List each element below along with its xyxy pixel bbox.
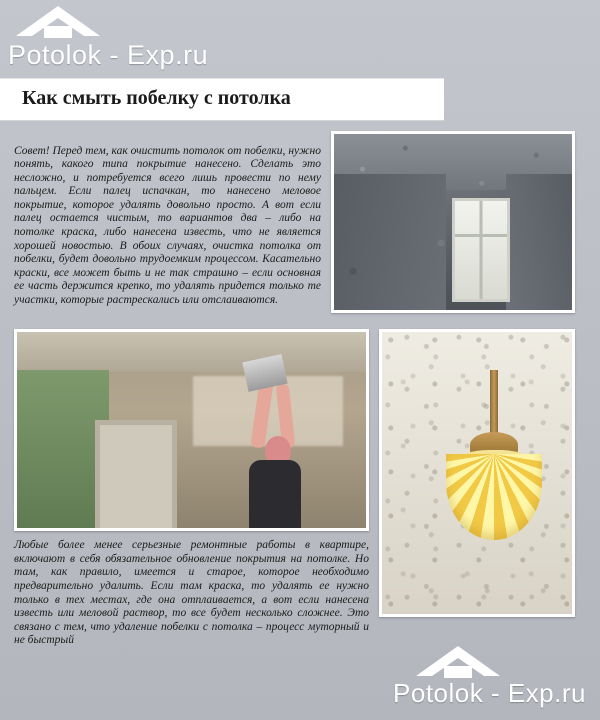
article-content	[0, 121, 600, 659]
photo-room-ceiling	[17, 332, 366, 372]
site-footer	[350, 644, 590, 714]
worker-scraping-ceiling-photo	[14, 329, 369, 531]
article-paragraph-1: Совет! Перед тем, как очистить потолок от побелки, нужно понять, какого типа покрытие нанесено. Сделать это несложно, и потребуется всего лишь провести по нему пальцем. Если палец испачкан, то нанесено меловое покрытие, которое удалять довольно просто. А вот если палец остается чистым, то вариантов два – либо на потолке краска, либо нанесена известь, что не является хорошей новостью. В обоих случаях, очистка потолка от побелки, будет довольно трудоемким процессом. Касательно краски, все может быть и не так страшно – если основная ее часть держится крепко, то удалять придется только те участки, которые растрескались или отслаиваются.	[14, 144, 321, 307]
content-row-top	[14, 131, 586, 319]
left-column	[14, 329, 369, 659]
photo-doorway	[95, 420, 177, 531]
page-title: Как смыть побелку с потолка	[22, 87, 291, 109]
ceiling-room-photo	[331, 131, 575, 313]
site-brand-top: Potolok - Exp.ru	[8, 40, 209, 70]
content-row-bottom	[14, 329, 586, 659]
site-brand-bottom: Potolok - Exp.ru	[393, 678, 586, 708]
site-header	[0, 0, 600, 78]
article-title-bar	[0, 78, 444, 121]
photo-person-body	[249, 460, 301, 531]
house-roof-icon	[14, 4, 102, 44]
article-paragraph-2: Любые более менее серьезные ремонтные работы в квартире, включают в себя обязательное обновление покрытия на потолке. Но там, как правило, имеется и старое, которое необходимо предварительно удалить. Если там краска, то удалять ее нужно только в тех местах, где она отплаивается, а вот если нанесена известь или меловой раствор, то все будет несколько сложнее. Это связано с тем, что удаление побелки с потолка – процесс муторный и не быстрый	[14, 539, 369, 647]
ceiling-lamp-photo	[379, 329, 575, 617]
photo-texture-overlay	[334, 134, 572, 310]
